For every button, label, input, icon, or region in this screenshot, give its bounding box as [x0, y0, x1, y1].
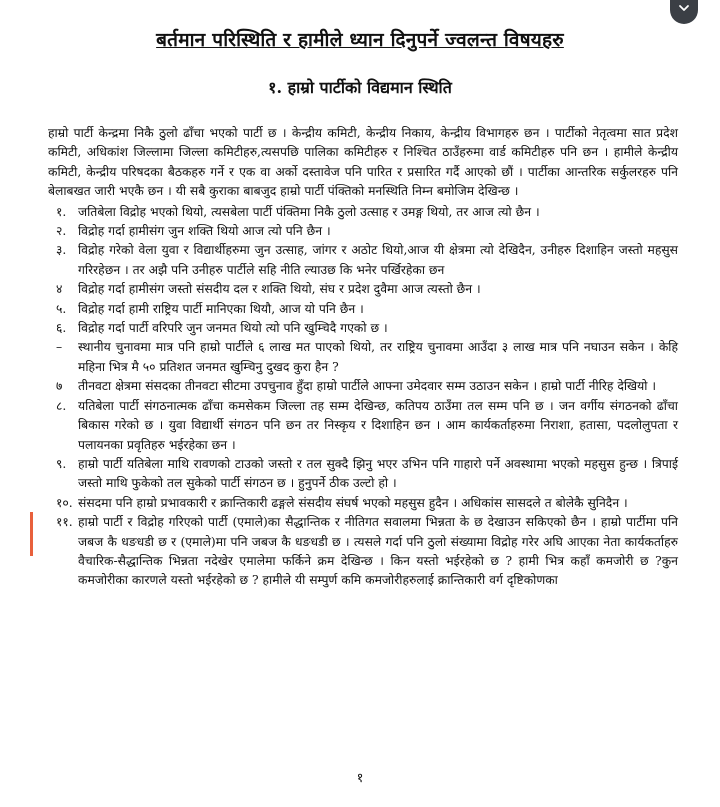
list-item [48, 513, 678, 591]
list-item [48, 203, 678, 222]
list-item-text: विद्रोह गर्दा हामीसंग जुन शक्ति थियो आज त्यो पनि छैन । [78, 224, 331, 239]
intro-paragraph: हाम्रो पार्टी केन्द्रमा निकै ठुलो ढाँचा भएको पार्टी छ । केन्द्रीय कमिटी, केन्द्रीय निकाय, केन्द्रीय विभागहरु छन । पार्टीको नेतृत्वमा सात प्रदेश कमिटी, अधिकांश जिल्लामा जिल्ला कमिटीहरु,त्यसपछि पालिका कमिटीहरु र निश्चित ठाउँहरुमा वार्ड कमिटीहरु पनि छन । हामीले केन्द्रीय कमिटी, केन्द्रीय परिषदका बैठकहरु गर्ने र एक वा अर्को दस्तावेज पनि पारित र प्रसारित गर्दै आएको छौं । पार्टीका आन्तरिक सर्कुलरहरु पनि बेलाबखत जारी भएकै छन । यी सबै कुराका बाबजुद हाम्रो पार्टी पंक्तिको मनस्थिति निम्न बमोजिम देखिन्छ । [48, 126, 678, 199]
list-item [48, 377, 678, 396]
list-item [48, 222, 678, 241]
chevron-down-icon [678, 2, 690, 14]
list-item [48, 455, 678, 494]
list-item-number: ६. [56, 321, 67, 336]
list-item-text: संसदमा पनि हाम्रो प्रभावकारी र क्रान्तिकारी ढङ्गले संसदीय संघर्ष भएको महसुस हुदैन । अधिकांस सासदले त बोलेकै सुनिदैन । [78, 495, 628, 510]
list-item [48, 300, 678, 319]
list-item [48, 494, 678, 513]
list-item-number: ११. [56, 515, 73, 530]
list-item [48, 338, 678, 377]
list-item-number: ७ [56, 379, 63, 394]
list-item-text: जतिबेला विद्रोह भएको थियो, त्यसबेला पार्टी पंक्तिमा निकै ठुलो उत्साह र उमङ्ग थियो, तर आज त्यो छैन । [78, 204, 540, 219]
list-item-number: ९. [56, 456, 67, 471]
scroll-down-button[interactable] [670, 0, 698, 24]
list-item-number: १०. [56, 495, 73, 510]
list-item-text: विद्रोह गरेको वेला युवा र विद्यार्थीहरुमा जुन उत्साह, जांगर र अठोट थियो,आज यी क्षेत्रमा त्यो देखिदैन, उनीहरु दिशाहिन जस्तो महसुस गरिरहेछन । तर अझै पनि उनीहरु पार्टीले सहि नीति ल्याउछ कि भनेर पर्खिरहेका छन [78, 243, 678, 277]
list-item-text: स्थानीय चुनावमा मात्र पनि हाम्रो पार्टीले ६ लाख मत पाएको थियो, तर राष्ट्रिय चुनावमा आउँदा ३ लाख मात्र पनि नघाउन सकेन । केहि महिना भित्र मै ५० प्रतिशत जनमत खुम्चिनु दुखद कुरा हैन ? [78, 340, 678, 374]
list-item-number: ८. [56, 398, 67, 413]
list-item-text: तीनवटा क्षेत्रमा संसदका तीनवटा सीटमा उपचुनाव हुँदा हाम्रो पार्टीले आफ्ना उमेदवार सम्म उठाउन सकेन । हाम्रो पार्टी नीरिह देखियो । [78, 379, 656, 394]
list-item-number: १. [56, 204, 67, 219]
list-item [48, 319, 678, 338]
list-item [48, 280, 678, 299]
point-list [48, 203, 678, 591]
list-item [48, 397, 678, 455]
document-body [48, 124, 678, 591]
page-title: बर्तमान परिस्थिति र हामीले ध्यान दिनुपर्ने ज्वलन्त विषयहरु [156, 29, 564, 51]
list-item-number: ५. [56, 301, 67, 316]
margin-marker [30, 512, 33, 556]
list-item-number: ४ [56, 282, 63, 297]
list-item-text: विद्रोह गर्दा पार्टी वरिपरि जुन जनमत थियो त्यो पनि खुम्चिदै गएको छ । [78, 321, 388, 336]
page-number: १ [356, 771, 364, 786]
list-item-text: विद्रोह गर्दा हामी राष्ट्रिय पार्टी मानिएका थियौ, आज यो पनि छैन । [78, 301, 364, 316]
list-item-text: हाम्रो पार्टी र विद्रोह गरिएको पार्टी (एमाले)का सैद्धान्तिक र नीतिगत सवालमा भिन्नता के छ देखाउन सकिएको छैन । हाम्रो पार्टीमा पनि जबज कै धङधडी छ र (एमाले)मा पनि जबज कै धङधडी छ । त्यसले गर्दा पनि ठुलो संख्यामा विद्रोह गरेर अघि आएका नेता कार्यकर्ताहरु वैचारिक-सैद्धान्तिक भिन्नता नदेखेर एमालेमा फर्किने क्रम देखिन्छ । किन यस्तो भईरहेको छ ? हामी भित्र कहाँ कमजोरी छ ?कुन कमजोरीका कारणले यस्तो भईरहेको छ ? हामीले यी सम्पुर्ण कमि कमजोरीहरुलाई क्रान्तिकारी वर्ग दृष्टिकोणका [78, 515, 678, 588]
list-item-number: २. [56, 224, 67, 239]
list-item-text: विद्रोह गर्दा हामीसंग जस्तो संसदीय दल र शक्ति थियो, संघ र प्रदेश दुवैमा आज त्यस्तो छैन । [78, 282, 481, 297]
section-heading: १. हाम्रो पार्टीको विद्यमान स्थिति [268, 78, 452, 97]
list-item-number: – [56, 340, 63, 355]
list-item-text: हाम्रो पार्टी यतिबेला माथि रावणको टाउको जस्तो र तल सुक्दै झिनु भएर उभिन पनि गाहारो पर्ने अवस्थामा भएको महसुस हुन्छ । त्रिपाई जस्तो माथि फुकेको तल सुकेको पार्टी संगठन छ । हुनुपर्ने ठीक उल्टो हो । [78, 456, 678, 491]
list-item-number: ३. [56, 243, 67, 258]
list-item-text: यतिबेला पार्टी संगठनात्मक ढाँचा कमसेकम जिल्ला तह सम्म देखिन्छ, कतिपय ठाउँमा तल सम्म पनि छ । जन वर्गीय संगठनको ढाँचा बिकास गरेको छ । युवा विद्यार्थी संगठन पनि छन तर निस्कृय र दिशाहिन छन । आम कार्यकर्ताहरुमा निराशा, हतासा, पदलोलुपता र पलायनका प्रवृतिहरु भईरहेका छन । [78, 398, 678, 452]
list-item [48, 241, 678, 280]
